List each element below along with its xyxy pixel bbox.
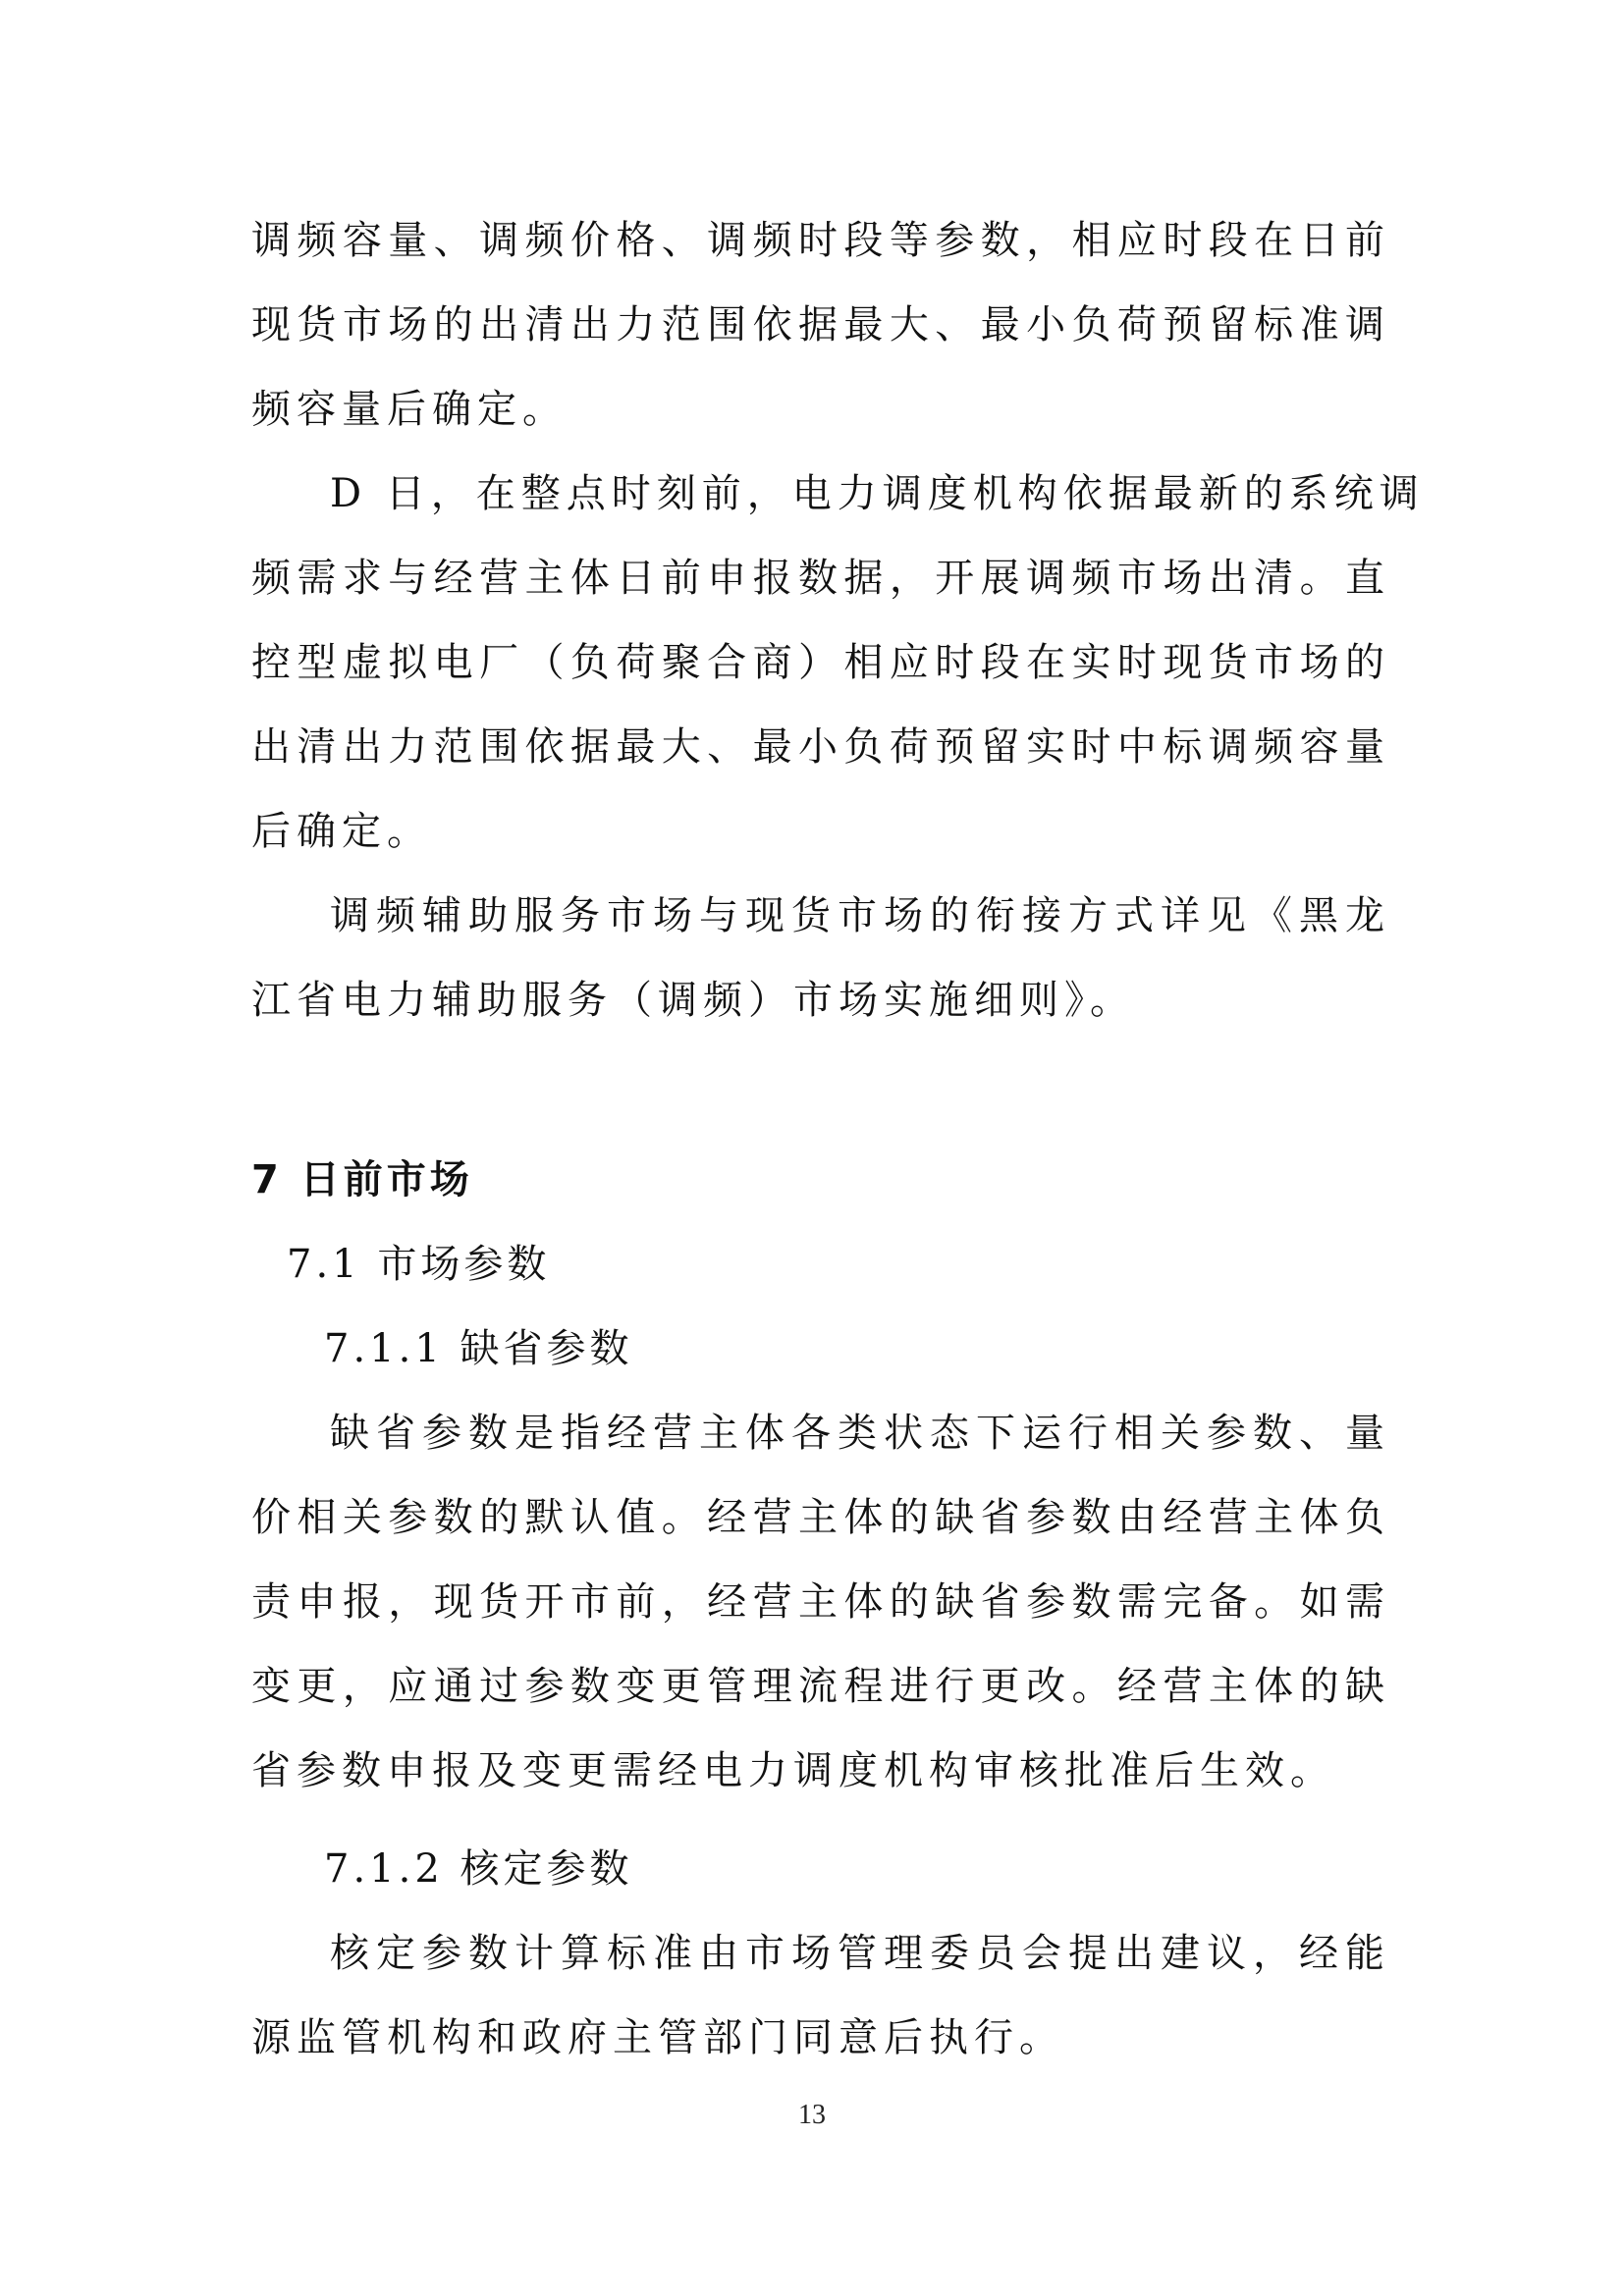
section-heading: 7 日前市场 <box>251 1157 473 1202</box>
body-text-line: 源监管机构和政府主管部门同意后执行。 <box>251 2015 1064 2060</box>
body-text-line: 现货市场的出清出力范围依据最大、最小负荷预留标准调 <box>251 302 1390 347</box>
page-number: 13 <box>798 2100 826 2130</box>
subsubsection-heading: 7.1.2 核定参数 <box>324 1846 633 1892</box>
body-text-line: 省参数申报及变更需经电力调度机构审核批准后生效。 <box>251 1748 1335 1793</box>
body-text-line: 价相关参数的默认值。经营主体的缺省参数由经营主体负 <box>251 1495 1390 1540</box>
body-text-line: 出清出力范围依据最大、最小负荷预留实时中标调频容量 <box>251 724 1390 770</box>
subsubsection-heading: 7.1.1 缺省参数 <box>324 1326 633 1371</box>
body-text-line: 控型虚拟电厂（负荷聚合商）相应时段在实时现货市场的 <box>251 640 1390 685</box>
body-text-line: 江省电力辅助服务（调频）市场实施细则》。 <box>251 978 1135 1023</box>
body-text-line: 频容量后确定。 <box>251 387 568 432</box>
body-text-line: 缺省参数是指经营主体各类状态下运行相关参数、量 <box>330 1411 1390 1456</box>
body-text-line: 频需求与经营主体日前申报数据，开展调频市场出清。直 <box>251 556 1390 601</box>
body-text-line: 调频辅助服务市场与现货市场的衔接方式详见《黑龙 <box>330 893 1390 938</box>
body-text-line: 变更，应通过参数变更管理流程进行更改。经营主体的缺 <box>251 1664 1390 1709</box>
subsection-heading: 7.1 市场参数 <box>287 1242 551 1287</box>
body-text-line: 核定参数计算标准由市场管理委员会提出建议，经能 <box>330 1931 1390 1976</box>
body-text-line: 责申报，现货开市前，经营主体的缺省参数需完备。如需 <box>251 1579 1390 1625</box>
body-text-line: D 日，在整点时刻前，电力调度机构依据最新的系统调 <box>330 471 1425 516</box>
body-text-line: 调频容量、调频价格、调频时段等参数，相应时段在日前 <box>251 218 1390 263</box>
body-text-line: 后确定。 <box>251 809 432 854</box>
